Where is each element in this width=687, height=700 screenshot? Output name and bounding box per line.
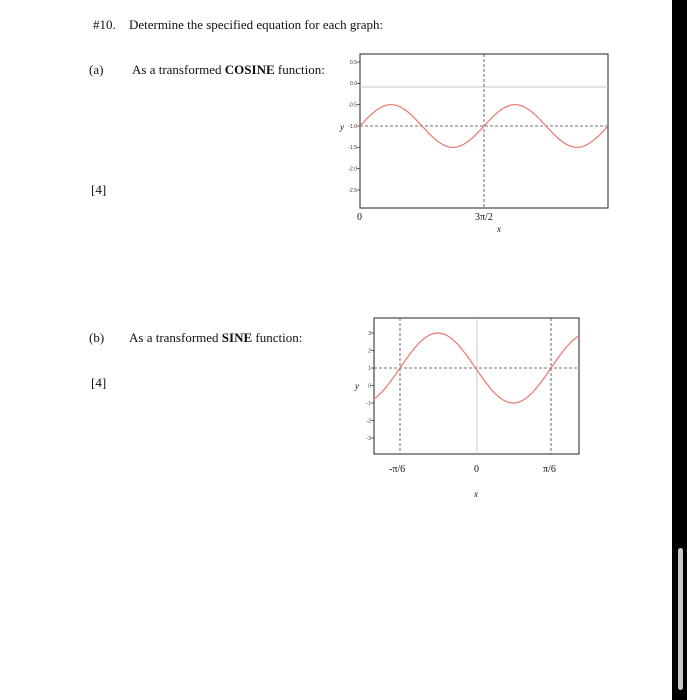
graph-a-y-tick-label: 0.0 xyxy=(350,81,357,88)
part-b-instruction-bold: SINE xyxy=(221,330,253,345)
graph-a-x-tick-0: 0 xyxy=(357,212,362,223)
graph-b-x-tick-0: 0 xyxy=(474,464,479,475)
graph-b-y-axis-label: y xyxy=(355,381,359,391)
part-b-instruction-end: function: xyxy=(252,330,303,345)
part-a-label: (a) xyxy=(89,62,104,77)
part-a-instruction-plain: As a transformed xyxy=(132,62,225,77)
graph-b-y-tick-label: 0 xyxy=(368,383,371,390)
part-a-marks: [4] xyxy=(91,182,107,197)
graph-b-curve xyxy=(374,333,579,403)
graph-b-frame xyxy=(374,318,579,454)
graph-b-y-tick-label: 3 xyxy=(368,330,371,337)
part-a-instruction xyxy=(132,62,325,78)
part-b-instruction xyxy=(129,330,302,346)
question-prompt: Determine the specified equation for each graph: xyxy=(129,17,384,32)
graph-a-y-tick-label: -2.5 xyxy=(348,187,357,194)
graph-b-x-tick-neg-pi6: -π/6 xyxy=(389,464,406,475)
graph-a-y-axis-label: y xyxy=(340,122,344,132)
graph-a-y-tick-label: -1.5 xyxy=(348,145,357,152)
graph-a-frame xyxy=(360,54,608,208)
graph-a-y-tick-label: -1.0 xyxy=(348,123,357,130)
graph-b-y-tick-label: -3 xyxy=(366,435,371,442)
question-number: #10. xyxy=(93,17,116,32)
graph-b-y-tick-label: 2 xyxy=(368,348,371,355)
part-b-label: (b) xyxy=(89,330,105,345)
graph-b-y-tick-label: -2 xyxy=(366,418,371,425)
graph-a-curve xyxy=(360,105,608,148)
graph-a-y-tick-label: 0.5 xyxy=(350,59,357,66)
part-a-instruction-bold: COSINE xyxy=(224,62,275,77)
part-a-instruction-end: function: xyxy=(274,62,325,77)
part-b-instruction-plain: As a transformed xyxy=(129,330,222,345)
part-b-marks: [4] xyxy=(91,375,107,390)
scrollbar[interactable] xyxy=(678,548,683,690)
graph-a-y-tick-label: -0.5 xyxy=(348,102,357,109)
graph-b-y-tick-label: -1 xyxy=(366,400,371,407)
graph-a-y-tick-label: -2.0 xyxy=(348,166,357,173)
graph-b-x-axis-label: x xyxy=(474,489,478,499)
graph-a-x-tick-3pi2: 3π/2 xyxy=(475,212,493,223)
graph-b-y-tick-label: 1 xyxy=(368,365,371,372)
graph-a-x-axis-label: x xyxy=(497,224,501,234)
graph-b-x-tick-pi6: π/6 xyxy=(543,464,556,475)
